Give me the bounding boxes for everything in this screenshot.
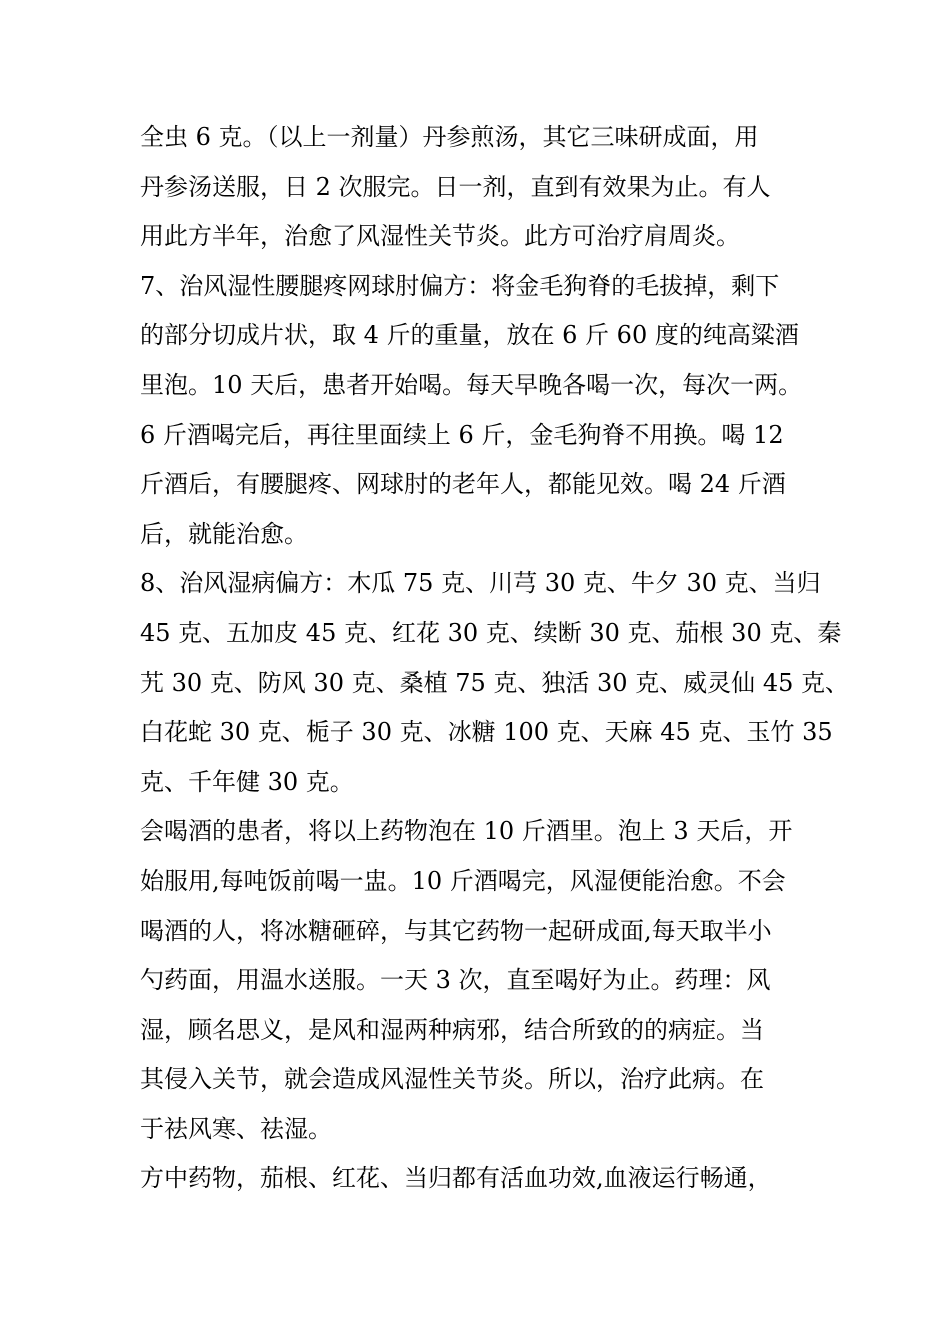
- text-line: 7、治风湿性腰腿疼网球肘偏方：将金毛狗脊的毛拔掉，剩下: [140, 271, 780, 300]
- paragraph-formula-explanation: [140, 1154, 840, 1204]
- text-line: 8、治风湿病偏方：木瓜 75 克、川芎 30 克、牛夕 30 克、当归: [140, 569, 821, 598]
- text-line: 斤酒后，有腰腿疼、网球肘的老年人，都能见效。喝 24 斤酒: [140, 470, 786, 499]
- text-line: 始服用,每吨饭前喝一盅。10 斤酒喝完，风湿便能治愈。不会: [140, 866, 786, 895]
- text-line: 艽 30 克、防风 30 克、桑植 75 克、独活 30 克、威灵仙 45 克、: [140, 668, 849, 697]
- paragraph-remedy-8: [140, 559, 849, 807]
- text-line: 于祛风寒、祛湿。: [140, 1114, 332, 1143]
- text-line: 里泡。10 天后，患者开始喝。每天早晚各喝一次，每次一两。: [140, 370, 803, 399]
- text-line: 用此方半年，治愈了风湿性关节炎。此方可治疗肩周炎。: [140, 222, 740, 251]
- paragraph-usage-pharmacology: [140, 807, 840, 1154]
- text-line: 会喝酒的患者，将以上药物泡在 10 斤酒里。泡上 3 天后，开: [140, 817, 793, 846]
- text-line: 6 斤酒喝完后，再往里面续上 6 斤，金毛狗脊不用换。喝 12: [140, 420, 784, 449]
- text-line: 白花蛇 30 克、栀子 30 克、冰糖 100 克、天麻 45 克、玉竹 35: [140, 718, 833, 747]
- text-line: 克、千年健 30 克。: [140, 767, 354, 796]
- text-line: 方中药物，茄根、红花、当归都有活血功效,血液运行畅通，: [140, 1164, 772, 1193]
- paragraph-dosage-note: [140, 113, 840, 262]
- text-line: 喝酒的人，将冰糖砸碎，与其它药物一起研成面,每天取半小: [140, 916, 772, 945]
- text-line: 其侵入关节，就会造成风湿性关节炎。所以，治疗此病。在: [140, 1065, 764, 1094]
- paragraph-remedy-7: [140, 262, 840, 560]
- text-line: 勺药面，用温水送服。一天 3 次，直至喝好为止。药理：风: [140, 966, 771, 995]
- document-body: [140, 113, 849, 1204]
- text-line: 45 克、五加皮 45 克、红花 30 克、续断 30 克、茄根 30 克、秦: [140, 618, 842, 647]
- text-line: 湿，顾名思义，是风和湿两种病邪，结合所致的的病症。当: [140, 1015, 764, 1044]
- text-line: 的部分切成片状，取 4 斤的重量，放在 6 斤 60 度的纯高粱酒: [140, 321, 799, 350]
- text-line: 丹参汤送服，日 2 次服完。日一剂，直到有效果为止。有人: [140, 172, 771, 201]
- text-line: 后，就能治愈。: [140, 519, 308, 548]
- text-line: 全虫 6 克。（以上一剂量）丹参煎汤，其它三味研成面，用: [140, 123, 759, 151]
